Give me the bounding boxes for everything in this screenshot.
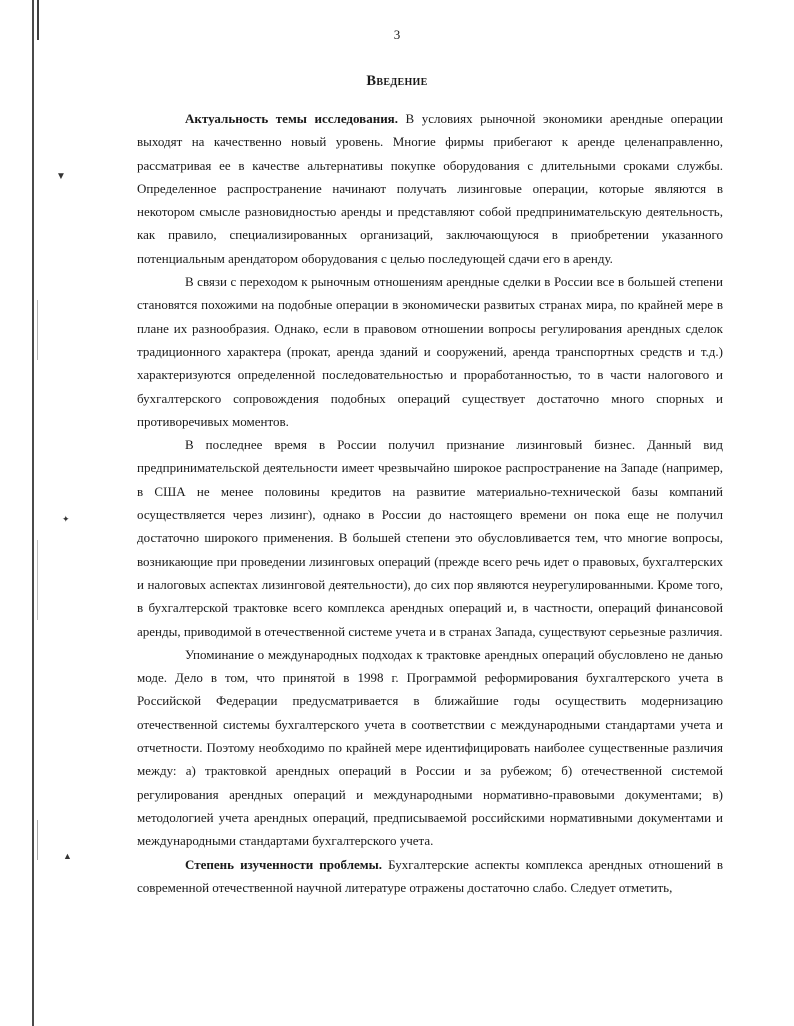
paragraph-text: В связи с переходом к рыночным отношениям арендные сделки в России все в большей степени становятся похожими на подобные операции в экономически развитых странах мира, по крайней мере в плане их разнообразия. Однако, если в правовом отношении вопросы регулирования арендных сделок традиционного характера (прокат, аренда зданий и сооружений, аренда транспортных средств и т.д.) характеризуются определенной последовательностью и проработанностью, то в части налогового и бухгалтерского сопровождения подобных операций существует достаточно много спорных и противоречивых моментов. <box>137 274 723 429</box>
scan-speck-mark: ▼ <box>56 171 66 182</box>
paragraph-degree-of-study <box>137 853 723 900</box>
paragraph-text: В условиях рыночной экономики арендные операции выходят на качественно новый уровень. Многие фирмы прибегают к аренде целенаправленно, рассматривая ее в качестве альтернативы покупке оборудования с длительными сроками службы. Определенное распространение начинают получать лизинговые операции, которые являются в некотором смысле разновидностью аренды и представляют собой предпринимательскую деятельность, как правило, специализированных организаций, заключающуюся в приобретении указанного потенциальным арендатором оборудования с целью последующей сдачи его в аренду. <box>137 111 723 266</box>
paragraph-lead: Актуальность темы исследования. <box>185 111 398 126</box>
paragraph-text: Упоминание о международных подходах к трактовке арендных операций обусловлено не данью моде. Дело в том, что принятой в 1998 г. Программой реформирования бухгалтерского учета в Российской Федерации предусматривается в ближайшие годы осуществить модернизацию отечественной системы бухгалтерского учета в соответствии с международными стандартами учета и отчетности. Поэтому необходимо по крайней мере идентифицировать наиболее существенные различия между: а) трактовкой арендных операций в России и за рубежом; б) отечественной системой регулирования арендных операций и международными нормативно-правовыми документами; в) методологией учета арендных операций, предписываемой российскими нормативными документами и международными стандартами бухгалтерского учета. <box>137 646 723 849</box>
scan-edge-line <box>37 820 38 860</box>
paragraph-market-transition <box>137 270 723 433</box>
scan-edge-line <box>37 540 38 620</box>
paragraph-leasing-business <box>137 433 723 643</box>
paragraph-text: Бухгалтерские аспекты комплекса арендных отношений в современной отечественной научной литературе отражены достаточно слабо. Следует отметить, <box>137 856 723 895</box>
paragraph-international-approaches <box>137 643 723 853</box>
document-body <box>137 107 723 899</box>
scan-edge-line <box>37 300 38 360</box>
scan-speck-mark: ✦ <box>62 514 70 524</box>
paragraph-text: В последнее время в России получил признание лизинговый бизнес. Данный вид предпринимательской деятельности имеет чрезвычайно широкое распространение на Западе (например, в США не менее половины кредитов на развитие материально-технической базы компаний осуществляется через лизинг), однако в России до настоящего времени он пока еще не получил достаточно широкого применения. В большей степени это обусловливается тем, что многие вопросы, возникающие при проведении лизинговых операций (прежде всего речь идет о правовых, бухгалтерских и налоговых аспектах лизинговой деятельности), до сих пор являются неурегулированными. Кроме того, в бухгалтерской трактовке всего комплекса арендных операций и, в частности, операций финансовой аренды, приводимой в отечественной системе учета и в странах Запада, существуют серьезные различия. <box>137 437 723 639</box>
scan-speck-mark: ▲ <box>63 851 72 861</box>
page-number: 3 <box>393 27 401 42</box>
paragraph-relevance <box>137 107 723 270</box>
paragraph-lead: Степень изученности проблемы. <box>185 856 383 872</box>
scan-edge-line <box>32 0 34 1026</box>
page-title: Введение <box>366 73 428 89</box>
